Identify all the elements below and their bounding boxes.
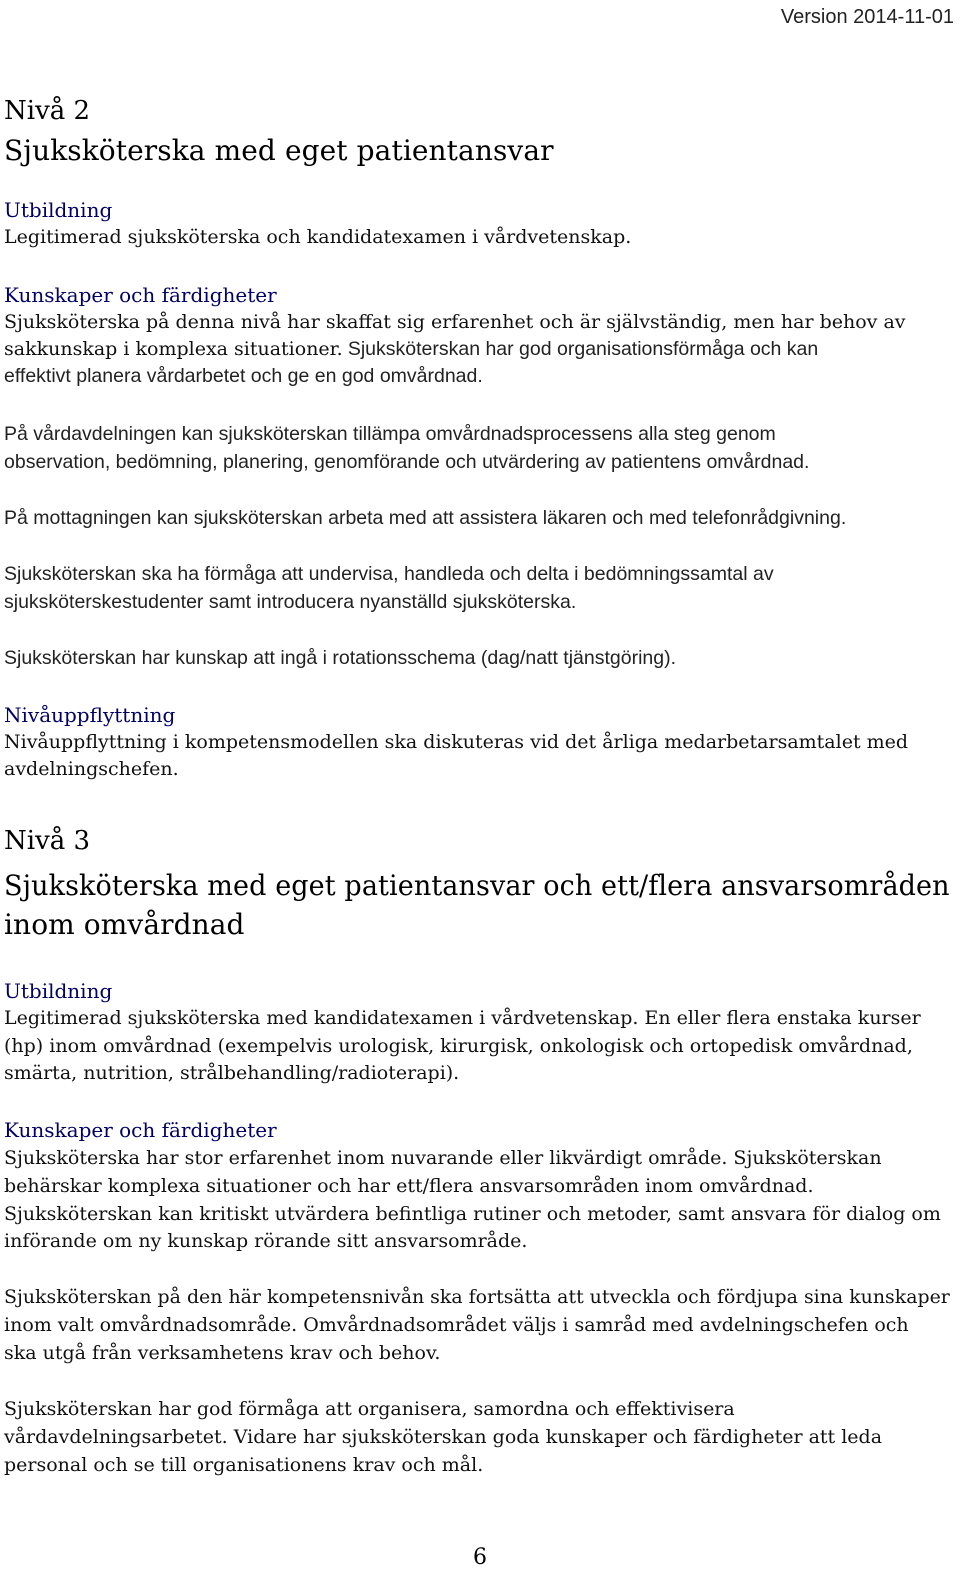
niva2-title: Sjuksköterska med eget patientansvar bbox=[4, 134, 554, 167]
niva2-nivauppflyttning-line: Nivåuppflyttning i kompetensmodellen ska diskuteras vid det årliga medarbetarsamtalet med bbox=[4, 731, 909, 753]
niva3-level-heading: Nivå 3 bbox=[4, 826, 91, 856]
niva3-utbildning-line: (hp) inom omvårdnad (exempelvis urologisk, kirurgisk, onkologisk och ortopedisk omvårdnad, bbox=[4, 1035, 913, 1057]
niva2-kunskaper-line bbox=[4, 338, 818, 361]
niva3-kompetensniva-line: inom valt omvårdnadsområde. Omvårdnadsområdet väljs i samråd med avdelningschefen och bbox=[4, 1314, 909, 1336]
niva3-utbildning-heading: Utbildning bbox=[4, 979, 113, 1003]
niva2-vardavdelning-line: observation, bedömning, planering, genomförande och utvärdering av patientens omvårdnad. bbox=[4, 451, 810, 473]
niva2-utbildning-heading: Utbildning bbox=[4, 198, 113, 222]
niva2-utbildning-text: Legitimerad sjuksköterska och kandidatexamen i vårdvetenskap. bbox=[4, 226, 632, 248]
niva2-kunskaper-line-part: Sjuksköterskan har god organisationsförmåga och kan bbox=[347, 338, 819, 360]
niva3-kompetensniva-line: Sjuksköterskan på den här kompetensnivån ska fortsätta att utveckla och fördjupa sina kunskaper bbox=[4, 1286, 950, 1308]
niva3-utbildning-line: smärta, nutrition, strålbehandling/radioterapi). bbox=[4, 1062, 460, 1084]
niva2-kunskaper-line-part: sakkunskap i komplexa situationer. bbox=[4, 338, 343, 360]
niva3-organisera-line: Sjuksköterskan har god förmåga att organisera, samordna och effektivisera bbox=[4, 1398, 735, 1420]
niva3-kompetensniva-line: ska utgå från verksamhetens krav och behov. bbox=[4, 1342, 441, 1364]
niva3-organisera-line: personal och se till organisationens krav och mål. bbox=[4, 1454, 484, 1476]
niva3-organisera-line: vårdavdelningsarbetet. Vidare har sjuksköterskan goda kunskaper och färdigheter att leda bbox=[4, 1426, 883, 1448]
niva2-nivauppflyttning-line: avdelningschefen. bbox=[4, 758, 179, 780]
niva3-kunskaper-line: Sjuksköterska har stor erfarenhet inom nuvarande eller likvärdigt område. Sjuksköterskan bbox=[4, 1147, 882, 1169]
niva3-kunskaper-line: införande om ny kunskap rörande sitt ansvarsområde. bbox=[4, 1230, 528, 1252]
niva3-title-line: Sjuksköterska med eget patientansvar och ett/flera ansvarsområden bbox=[4, 869, 950, 902]
niva3-title-line: inom omvårdnad bbox=[4, 908, 245, 941]
niva2-kunskaper-line: effektivt planera vårdarbetet och ge en god omvårdnad. bbox=[4, 365, 483, 387]
version-label: Version 2014-11-01 bbox=[780, 6, 954, 28]
niva2-undervisa-line: sjuksköterskestudenter samt introducera nyanställd sjuksköterska. bbox=[4, 591, 577, 613]
niva2-mottagning-text: På mottagningen kan sjuksköterskan arbeta med att assistera läkaren och med telefonrådgivning. bbox=[4, 507, 847, 529]
niva2-vardavdelning-line: På vårdavdelningen kan sjuksköterskan tillämpa omvårdnadsprocessens alla steg genom bbox=[4, 423, 776, 445]
niva2-nivauppflyttning-heading: Nivåuppflyttning bbox=[4, 703, 176, 727]
niva3-kunskaper-line: behärskar komplexa situationer och har ett/flera ansvarsområden inom omvårdnad. bbox=[4, 1175, 814, 1197]
niva2-rotation-text: Sjuksköterskan har kunskap att ingå i rotationsschema (dag/natt tjänstgöring). bbox=[4, 647, 677, 669]
niva2-kunskaper-line: Sjuksköterska på denna nivå har skaffat sig erfarenhet och är självständig, men har behov av bbox=[4, 311, 906, 333]
niva2-level-heading: Nivå 2 bbox=[4, 96, 91, 126]
page-number: 6 bbox=[473, 1545, 487, 1570]
niva3-kunskaper-heading: Kunskaper och färdigheter bbox=[4, 1118, 277, 1142]
niva2-kunskaper-heading: Kunskaper och färdigheter bbox=[4, 283, 277, 307]
niva3-utbildning-line: Legitimerad sjuksköterska med kandidatexamen i vårdvetenskap. En eller flera enstaka kurser bbox=[4, 1007, 921, 1029]
niva2-undervisa-line: Sjuksköterskan ska ha förmåga att undervisa, handleda och delta i bedömningssamtal av bbox=[4, 563, 774, 585]
niva3-kunskaper-line: Sjuksköterskan kan kritiskt utvärdera befintliga rutiner och metoder, samt ansvara för dialog om bbox=[4, 1203, 941, 1225]
